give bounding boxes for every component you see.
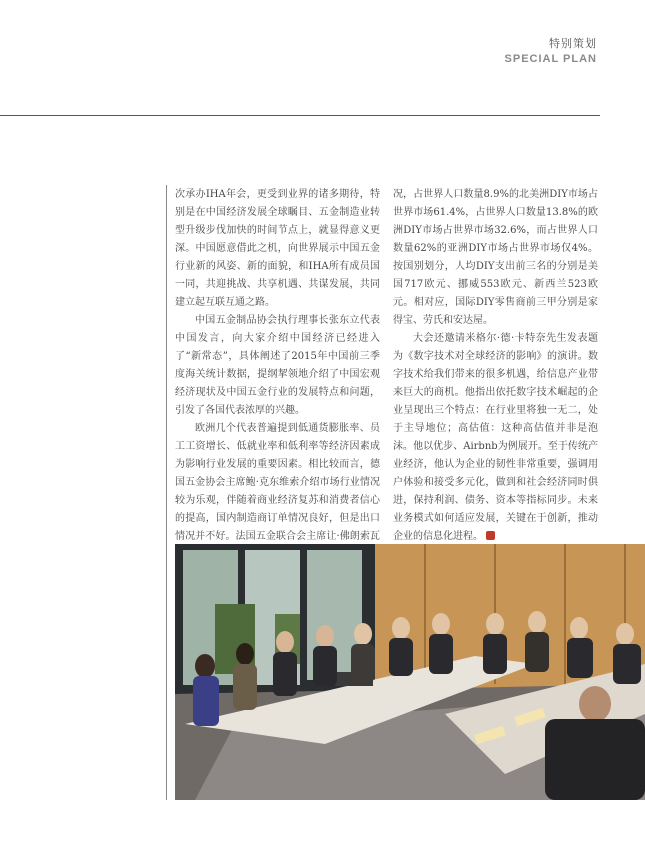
section-header (505, 35, 597, 65)
paragraph: 况，占世界人口数量8.9%的北美洲DIY市场占世界市场61.4%，占世界人口数量13.8%的欧洲DIY市场占世界市场32.6%，而占世界人口数量62%的亚洲DIY市场占世界市场仅4%。按国别划分，人均DIY支出前三名的分别是美国717欧元、挪威553欧元、新西兰523欧元。相对应，国际DIY零售商前三甲分别是家得宝、劳氏和安达屋。 (393, 189, 598, 326)
end-mark-icon (486, 531, 495, 540)
article-column-right (393, 186, 598, 566)
column-rule (166, 185, 167, 800)
article-column-left (175, 186, 380, 564)
paragraph: 中国五金制品协会执行理事长张东立代表中国发言，向大家介绍中国经济已经进入了“新常态”，具体阐述了2015年中国前三季度海关统计数据，提纲挈领地介绍了中国宏观经济现状及中国五金行业的发展特点和问题，引发了各国代表浓厚的兴趣。 (175, 315, 380, 416)
section-title-cn: 特别策划 (549, 37, 597, 50)
paragraph: 次承办IHA年会，更受到业界的诸多期待，特别是在中国经济发展全球瞩目、五金制造业转型升级步伐加快的时间节点上，就显得意义更深。中国愿意借此之机，向世界展示中国五金行业新的风姿、新的面貌，和IHA所有成员国一同，共迎挑战、共享机遇、共谋发展，共同建立起互联互通之路。 (175, 189, 380, 308)
conference-photo-illustration (175, 544, 645, 800)
paragraph: 欧洲几个代表普遍提到低通货膨胀率、员工工资增长、低就业率和低利率等经济因素成为影响行业发展的重要因素。相比较而言，德国五金协会主席鲍·克东维索介绍市场行业情况较为乐观，伴随着商业经济复苏和消费者信心的提高，国内制造商订单情况良好，但是出口情况并不好。法国五金联合会主席让·佛朗索瓦 (175, 423, 380, 542)
conference-photo (175, 544, 645, 800)
paragraph-last (393, 330, 598, 546)
paragraph-text: 大会还邀请米格尔·德·卡特奈先生发表题为《数字技术对全球经济的影响》的演讲。数字技术给我们带来的很多机遇，给信息产业带来巨大的商机。他指出依托数字技术崛起的企业呈现出三个特点：在行业里将独一无二，处于主导地位；高估值：这种高估值并非是泡沫。他以优步、Airbnb为例展开。至于传统产业经济，他认为企业的韧性非常重要，强调用户体验和接受多元化，做到和社会经济同时俱进，保持利润、债务、资本等指标同步。未来业务模式如何适应发展，关键在于创新，推动企业的信息化进程。 (393, 333, 598, 542)
header-rule (0, 115, 600, 116)
section-title-en: SPECIAL PLAN (504, 53, 597, 65)
